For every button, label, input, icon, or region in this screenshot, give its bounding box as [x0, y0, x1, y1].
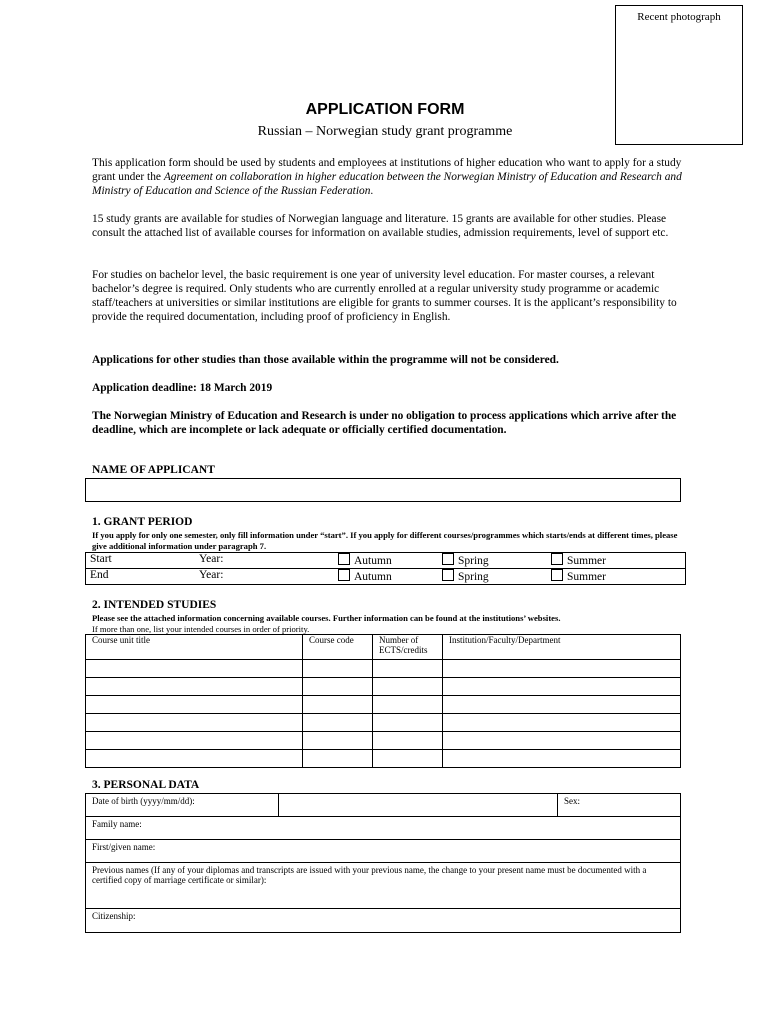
name-heading: NAME OF APPLICANT	[92, 464, 215, 476]
grant-period-heading: 1. GRANT PERIOD	[92, 516, 193, 528]
course-code-cell[interactable]	[303, 678, 373, 696]
table-row	[86, 678, 681, 696]
checkbox-icon[interactable]	[442, 553, 454, 565]
intro-paragraph-2: 15 study grants are available for studies of Norwegian language and literature. 15 grants are available for other studies. Please consult the attached list of available courses for information on available studies, admission requirements, level of support etc.	[92, 213, 669, 239]
ects-cell[interactable]	[373, 750, 443, 768]
citizenship-field[interactable]: Citizenship:	[86, 909, 681, 933]
course-code-cell[interactable]	[303, 696, 373, 714]
previous-names-row	[86, 863, 681, 909]
sex-field[interactable]: Sex:	[558, 794, 681, 817]
form-subtitle: Russian – Norwegian study grant programme	[257, 124, 513, 139]
checkbox-icon[interactable]	[551, 553, 563, 565]
table-header-row	[86, 635, 681, 660]
agreement-title: Agreement on collaboration in higher education between the Norwegian Ministry of Education and Research and Ministry of Education and Science of the Russian Federation	[92, 171, 682, 197]
checkbox-icon[interactable]	[551, 569, 563, 581]
course-title-cell[interactable]	[86, 696, 303, 714]
ects-cell[interactable]	[373, 678, 443, 696]
institution-cell[interactable]	[443, 696, 681, 714]
first-name-row	[86, 840, 681, 863]
table-row	[86, 660, 681, 678]
ects-cell[interactable]	[373, 732, 443, 750]
first-name-field[interactable]: First/given name:	[86, 840, 681, 863]
ects-cell[interactable]	[373, 696, 443, 714]
course-title-cell[interactable]	[86, 714, 303, 732]
option-label: Spring	[458, 571, 489, 583]
intro-paragraph-6: The Norwegian Ministry of Education and Research is under no obligation to process applications which arrive after the deadline, which are incomplete or lack adequate or officially certified documentation.	[92, 410, 677, 436]
autumn-option[interactable]	[334, 569, 438, 585]
course-code-cell[interactable]	[303, 732, 373, 750]
intro-paragraph-3: For studies on bachelor level, the basic requirement is one year of university level education. For master courses, a relevant bachelor’s degree is required. Only students who are currently enrolled at a regular university study programme or academic staff/teachers at universities or similar institutions are eligible for grants to summer courses. It is the applicant’s responsibility to provide the required documentation, including proof of proficiency in English.	[92, 269, 677, 323]
course-code-cell[interactable]	[303, 750, 373, 768]
applicant-name-field[interactable]	[85, 478, 681, 502]
previous-names-field[interactable]: Previous names (If any of your diplomas and transcripts are issued with your previous name, the change to your present name must be documented with a certified copy of marriage certificate or similar):	[86, 863, 681, 909]
summer-option[interactable]	[547, 569, 686, 585]
course-title-cell[interactable]	[86, 660, 303, 678]
course-code-cell[interactable]	[303, 660, 373, 678]
intro-p1-text: This application form should be used by students and employees at institutions of higher education who want to apply for a study grant under the	[92, 157, 682, 183]
autumn-option[interactable]	[334, 553, 438, 569]
personal-data-table	[85, 793, 681, 933]
column-header: Course unit title	[86, 635, 303, 660]
institution-cell[interactable]	[443, 678, 681, 696]
intro-paragraph-4: Applications for other studies than those available within the programme will not be considered.	[92, 354, 559, 366]
course-title-cell[interactable]	[86, 732, 303, 750]
application-deadline: Application deadline: 18 March 2019	[92, 382, 273, 394]
table-row	[86, 714, 681, 732]
intended-studies-heading: 2. INTENDED STUDIES	[92, 599, 217, 611]
column-header: Number of ECTS/credits	[373, 635, 443, 660]
summer-option[interactable]	[547, 553, 686, 569]
grant-row-end	[86, 569, 686, 585]
table-row	[86, 696, 681, 714]
year-field[interactable]: Year:	[195, 569, 334, 585]
intended-studies-note-bold: Please see the attached information concerning available courses. Further information can be found at the institutions’ websites.	[92, 613, 561, 623]
option-label: Autumn	[354, 571, 392, 583]
institution-cell[interactable]	[443, 750, 681, 768]
institution-cell[interactable]	[443, 660, 681, 678]
citizenship-row	[86, 909, 681, 933]
course-title-cell[interactable]	[86, 750, 303, 768]
date-of-birth-label: Date of birth (yyyy/mm/dd):	[86, 794, 279, 817]
grant-row-start	[86, 553, 686, 569]
grant-period-note: If you apply for only one semester, only fill information under “start”. If you apply for different courses/programmes which starts/ends at different times, please give additional information under paragraph 7.	[92, 530, 678, 551]
intro-p1-end: .	[370, 185, 374, 197]
checkbox-icon[interactable]	[338, 553, 350, 565]
course-title-cell[interactable]	[86, 678, 303, 696]
personal-data-heading: 3. PERSONAL DATA	[92, 779, 200, 791]
intro-paragraph-1	[92, 156, 682, 198]
dob-row	[86, 794, 681, 817]
family-name-field[interactable]: Family name:	[86, 817, 681, 840]
table-row	[86, 750, 681, 768]
family-name-row	[86, 817, 681, 840]
ects-cell[interactable]	[373, 714, 443, 732]
intended-studies-note: If more than one, list your intended courses in order of priority.	[92, 624, 310, 634]
form-title: APPLICATION FORM	[305, 101, 465, 118]
option-label: Autumn	[354, 555, 392, 567]
spring-option[interactable]	[438, 553, 547, 569]
option-label: Summer	[567, 555, 606, 567]
column-header: Course code	[303, 635, 373, 660]
photo-label: Recent photograph	[637, 11, 721, 23]
date-of-birth-field[interactable]	[279, 794, 558, 817]
grant-row-label: Start	[86, 553, 196, 569]
table-row	[86, 732, 681, 750]
institution-cell[interactable]	[443, 732, 681, 750]
spring-option[interactable]	[438, 569, 547, 585]
year-field[interactable]: Year:	[195, 553, 334, 569]
intended-studies-table	[85, 634, 681, 768]
institution-cell[interactable]	[443, 714, 681, 732]
column-header: Institution/Faculty/Department	[443, 635, 681, 660]
checkbox-icon[interactable]	[338, 569, 350, 581]
option-label: Spring	[458, 555, 489, 567]
grant-row-label: End	[86, 569, 196, 585]
grant-period-table	[85, 552, 686, 585]
course-code-cell[interactable]	[303, 714, 373, 732]
checkbox-icon[interactable]	[442, 569, 454, 581]
option-label: Summer	[567, 571, 606, 583]
ects-cell[interactable]	[373, 660, 443, 678]
